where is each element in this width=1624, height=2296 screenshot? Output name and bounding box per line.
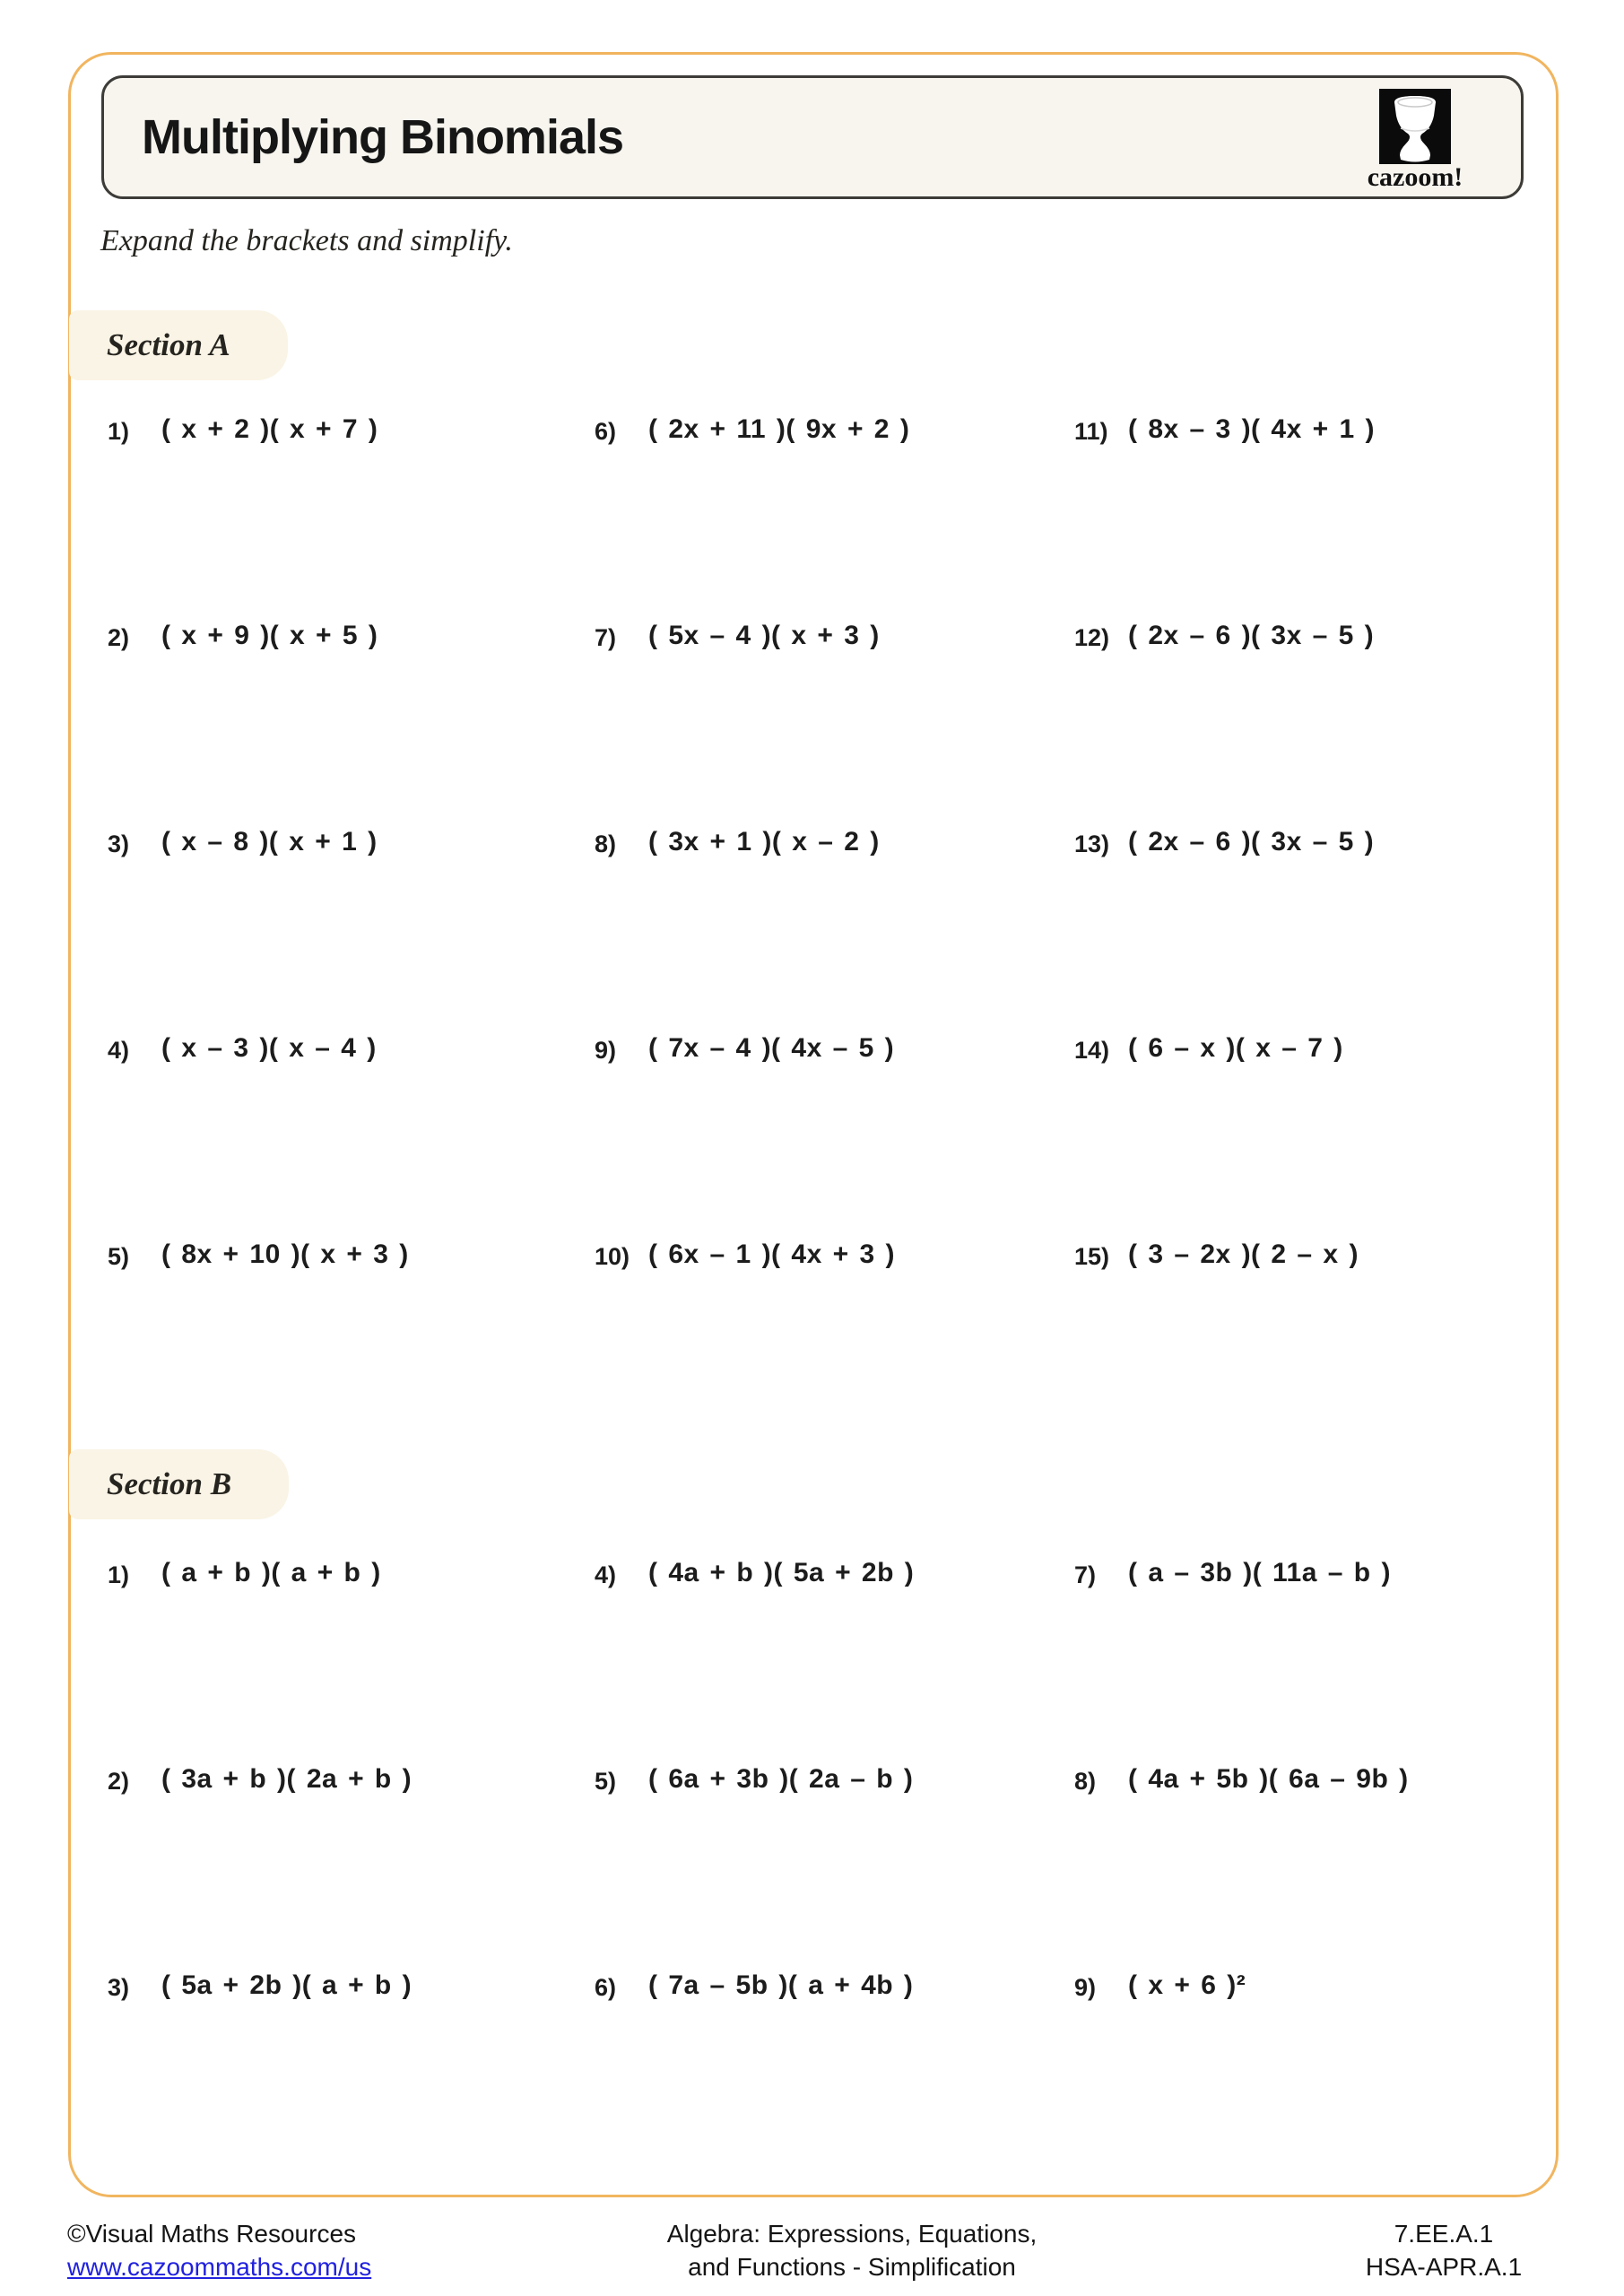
problem-number: 2) <box>108 1768 130 1795</box>
section-b-column-2 <box>595 1558 1074 2177</box>
page-title: Multiplying Binomials <box>142 110 624 164</box>
problem-number: 15) <box>1074 1243 1110 1270</box>
problem-expression: ( 3a + b )( 2a + b ) <box>161 1764 413 1794</box>
problem-expression: ( x + 2 )( x + 7 ) <box>161 414 378 444</box>
problem-a8 <box>595 827 1074 1033</box>
footer-standards <box>1336 2217 1551 2283</box>
section-a-label-text: Section A <box>107 327 230 362</box>
section-b-label-text: Section B <box>107 1466 232 1501</box>
problem-expression: ( 6x – 1 )( 4x + 3 ) <box>648 1239 895 1269</box>
problem-b3 <box>108 1970 595 2177</box>
problem-number: 1) <box>108 418 130 445</box>
problem-number: 3) <box>108 831 130 857</box>
footer-topic <box>574 2217 1130 2283</box>
problem-a4 <box>108 1033 595 1239</box>
problem-a7 <box>595 621 1074 827</box>
problem-number: 6) <box>595 1974 617 2001</box>
cazoom-logo <box>1352 89 1478 193</box>
problem-expression: ( 3x + 1 )( x – 2 ) <box>648 827 880 857</box>
problem-a13 <box>1074 827 1576 1033</box>
footer-standard-1: 7.EE.A.1 <box>1394 2220 1494 2248</box>
footer-left <box>67 2217 371 2283</box>
problem-expression: ( x + 6 )² <box>1128 1970 1246 2000</box>
footer-copyright: ©Visual Maths Resources <box>67 2220 357 2248</box>
problem-a12 <box>1074 621 1576 827</box>
section-b-label <box>69 1449 289 1519</box>
problem-number: 4) <box>595 1561 617 1588</box>
problem-a5 <box>108 1239 595 1446</box>
problem-b4 <box>595 1558 1074 1764</box>
footer-topic-line1: Algebra: Expressions, Equations, <box>666 2220 1038 2248</box>
problem-b9 <box>1074 1970 1576 2177</box>
problem-number: 7) <box>595 624 617 651</box>
problem-a14 <box>1074 1033 1576 1239</box>
problem-expression: ( 2x + 11 )( 9x + 2 ) <box>648 414 910 444</box>
problem-expression: ( a + b )( a + b ) <box>161 1558 381 1587</box>
problem-number: 1) <box>108 1561 130 1588</box>
problem-expression: ( 6a + 3b )( 2a – b ) <box>648 1764 914 1794</box>
footer-topic-line2: and Functions - Simplification <box>688 2253 1016 2281</box>
section-a-problems <box>108 414 1576 1446</box>
problem-expression: ( 3 – 2x )( 2 – x ) <box>1128 1239 1359 1269</box>
problem-expression: ( x + 9 )( x + 5 ) <box>161 621 378 650</box>
problem-expression: ( 8x – 3 )( 4x + 1 ) <box>1128 414 1375 444</box>
problem-a9 <box>595 1033 1074 1239</box>
problem-number: 7) <box>1074 1561 1097 1588</box>
problem-expression: ( 8x + 10 )( x + 3 ) <box>161 1239 409 1269</box>
problem-b1 <box>108 1558 595 1764</box>
logo-text: cazoom! <box>1367 162 1463 192</box>
problem-number: 3) <box>108 1974 130 2001</box>
problem-number: 5) <box>108 1243 130 1270</box>
problem-a10 <box>595 1239 1074 1446</box>
djembe-drum-icon <box>1352 89 1478 164</box>
problem-expression: ( 4a + b )( 5a + 2b ) <box>648 1558 915 1587</box>
problem-expression: ( 5a + 2b )( a + b ) <box>161 1970 413 2000</box>
problem-b2 <box>108 1764 595 1970</box>
section-a-label <box>69 310 288 380</box>
problem-expression: ( 4a + 5b )( 6a – 9b ) <box>1128 1764 1409 1794</box>
problem-a1 <box>108 414 595 621</box>
section-a-column-1 <box>108 414 595 1446</box>
problem-number: 6) <box>595 418 617 445</box>
problem-a6 <box>595 414 1074 621</box>
section-b-column-3 <box>1074 1558 1576 2177</box>
problem-number: 13) <box>1074 831 1110 857</box>
problem-number: 11) <box>1074 418 1108 445</box>
problem-expression: ( 7a – 5b )( a + 4b ) <box>648 1970 914 2000</box>
problem-expression: ( 7x – 4 )( 4x – 5 ) <box>648 1033 895 1063</box>
problem-number: 14) <box>1074 1037 1110 1064</box>
problem-expression: ( 6 – x )( x – 7 ) <box>1128 1033 1343 1063</box>
problem-expression: ( a – 3b )( 11a – b ) <box>1128 1558 1391 1587</box>
problem-a15 <box>1074 1239 1576 1446</box>
problem-number: 2) <box>108 624 130 651</box>
problem-expression: ( 2x – 6 )( 3x – 5 ) <box>1128 621 1375 650</box>
problem-number: 10) <box>595 1243 630 1270</box>
problem-b5 <box>595 1764 1074 1970</box>
problem-expression: ( 2x – 6 )( 3x – 5 ) <box>1128 827 1375 857</box>
section-b-column-1 <box>108 1558 595 2177</box>
problem-number: 8) <box>1074 1768 1097 1795</box>
problem-number: 8) <box>595 831 617 857</box>
problem-number: 9) <box>1074 1974 1097 2001</box>
problem-b8 <box>1074 1764 1576 1970</box>
footer-standard-2: HSA-APR.A.1 <box>1365 2253 1523 2281</box>
problem-number: 12) <box>1074 624 1110 651</box>
instruction-text: Expand the brackets and simplify. <box>100 224 513 257</box>
footer-website-link[interactable]: www.cazoommaths.com/us <box>67 2253 372 2281</box>
section-a-column-2 <box>595 414 1074 1446</box>
problem-expression: ( x – 3 )( x – 4 ) <box>161 1033 377 1063</box>
problem-a11 <box>1074 414 1576 621</box>
problem-b6 <box>595 1970 1074 2177</box>
header-box <box>101 75 1524 199</box>
problem-number: 4) <box>108 1037 130 1064</box>
problem-number: 9) <box>595 1037 617 1064</box>
problem-a2 <box>108 621 595 827</box>
problem-expression: ( 5x – 4 )( x + 3 ) <box>648 621 880 650</box>
problem-a3 <box>108 827 595 1033</box>
problem-b7 <box>1074 1558 1576 1764</box>
section-b-problems <box>108 1558 1576 2177</box>
section-a-column-3 <box>1074 414 1576 1446</box>
problem-expression: ( x – 8 )( x + 1 ) <box>161 827 378 857</box>
problem-number: 5) <box>595 1768 617 1795</box>
